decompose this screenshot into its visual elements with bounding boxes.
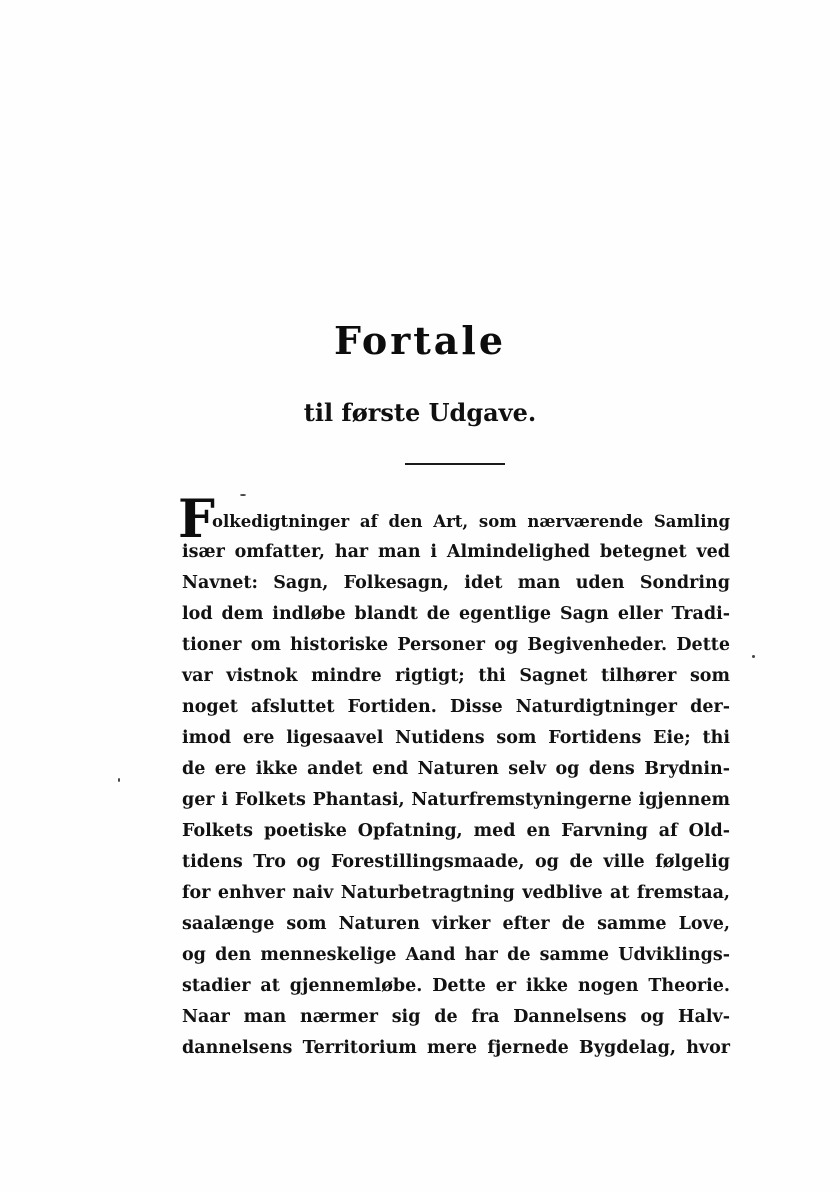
- text-line: imod ere ligesaavel Nutidens som Fortidens Eie; thi: [182, 728, 730, 748]
- scan-speck: [240, 494, 246, 496]
- text-line: lod dem indløbe blandt de egentlige Sagn eller Tradi-: [182, 604, 730, 624]
- text-line: stadier at gjennemløbe. Dette er ikke nogen Theorie.: [182, 976, 730, 996]
- scan-speck: [118, 778, 120, 782]
- text-line: tidens Tro og Forestillingsmaade, og de ville følgelig: [182, 852, 730, 872]
- text-line: især omfatter, har man i Almindelighed betegnet ved: [182, 542, 730, 562]
- drop-cap: F: [178, 489, 215, 550]
- text-line: for enhver naiv Naturbetragtning vedblive at fremstaa,: [182, 883, 730, 903]
- text-line: Folkets poetiske Opfatning, med en Farvning af Old-: [182, 821, 730, 841]
- text-line: de ere ikke andet end Naturen selv og dens Brydnin-: [182, 759, 730, 779]
- page-title: Fortale: [333, 318, 507, 363]
- divider-rule: [405, 463, 505, 465]
- text-line: tioner om historiske Personer og Begivenheder. Dette: [182, 635, 730, 655]
- text-line: olkedigtninger af den Art, som nærværende Samling: [212, 512, 730, 531]
- text-line: Naar man nærmer sig de fra Dannelsens og Halv-: [182, 1007, 730, 1027]
- text-line: noget afsluttet Fortiden. Disse Naturdigtninger der-: [182, 697, 730, 717]
- page-subtitle: til første Udgave.: [303, 398, 537, 427]
- text-line: var vistnok mindre rigtigt; thi Sagnet tilhører som: [182, 666, 730, 686]
- text-line: og den menneskelige Aand har de samme Udviklings-: [182, 945, 730, 965]
- scan-speck: [752, 655, 755, 658]
- body-paragraph: [178, 489, 730, 1064]
- text-line: ger i Folkets Phantasi, Naturfremstyningerne igjennem: [182, 790, 730, 810]
- text-line: saalænge som Naturen virker efter de samme Love,: [182, 914, 730, 934]
- text-line: dannelsens Territorium mere fjernede Bygdelag, hvor: [182, 1038, 730, 1058]
- text-line: Navnet: Sagn, Folkesagn, idet man uden Sondring: [182, 573, 730, 593]
